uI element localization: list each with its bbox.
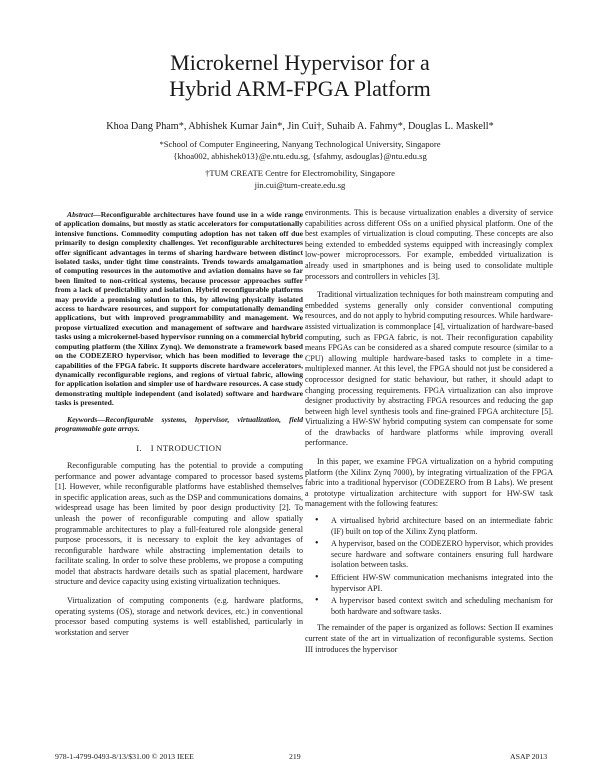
feature-list — [305, 516, 553, 617]
right-paragraph-1: environments. This is because virtualization enables a diversity of service capabilities across different OSs on a unified physical platform. One of the best examples of virtualization is cloud computing. These concepts are also being extended to embedded systems equipped with increasingly complex low-power microprocessors. For example, embedded virtualization is already used in smartphones and is being used to consolidate multiple processors and controllers in vehicles [3]. — [305, 208, 553, 281]
affiliation-ntu-line1: *School of Computer Engineering, Nanyang Technological University, Singapore — [159, 139, 441, 149]
footer-page-number: 219 — [289, 752, 301, 761]
abstract — [55, 210, 303, 408]
keywords — [55, 415, 303, 434]
keywords-text: —Reconfigurable systems, hypervisor, virtualization, field programmable gate arrays. — [55, 414, 303, 433]
paper-title-line1: Microkernel Hypervisor for a — [170, 50, 430, 75]
intro-paragraph-2: Virtualization of computing components (e.g. hardware platforms, operating systems (OS), storage and network devices, etc.) in conventional processor based computing systems is well established, particularly in workstation and server — [55, 596, 303, 637]
affiliation-ntu — [0, 139, 600, 162]
intro-paragraph-1: Reconfigurable computing has the potential to provide a computing performance and power advantage compared to processor based systems [1]. However, while reconfigurable platforms have established themselves in specific application areas, such as the DSP and communications domains, widespread usage has been limited by poor design productivity [2]. To unleash the power of reconfigurable computing and allow spatially programmable architectures to play a full-featured role alongside general purpose processors, it is necessary to exploit the key advantages of reconfigurable hardware while abstracting implementation details to facilitate scaling. In order to solve these problems, we propose a computing model that abstracts hardware details such as spatial placement, hardware structure and device capacity using existing virtualization techniques. — [55, 460, 303, 587]
left-column — [55, 210, 303, 638]
feature-item: • A hypervisor based context switch and scheduling mechanism for both hardware and software tasks. — [331, 596, 553, 617]
feature-item: • Efficient HW-SW communication mechanisms integrated into the hypervisor API. — [331, 573, 553, 594]
affiliation-tum — [0, 168, 600, 191]
author-list: Khoa Dang Pham*, Abhishek Kumar Jain*, Jin Cui†, Suhaib A. Fahmy*, Douglas L. Maskell* — [106, 121, 494, 132]
paper-title-line2: Hybrid ARM-FPGA Platform — [169, 76, 431, 101]
paper-title — [0, 50, 600, 102]
keywords-label: Keywords — [67, 414, 98, 424]
footer-venue: ASAP 2013 — [510, 752, 548, 761]
section-heading-introduction: I. I NTRODUCTION — [136, 443, 222, 454]
right-paragraph-4: The remainder of the paper is organized as follows: Section II examines current state of the art in virtualization of reconfigurable systems. Section III introduces the hypervisor — [305, 623, 553, 654]
affiliation-tum-line2: jin.cui@tum-create.edu.sg — [254, 179, 346, 190]
right-column — [305, 208, 553, 655]
right-paragraph-3: In this paper, we examine FPGA virtualization on a hybrid computing platform (the Xilinx Zynq 7000), by integrating virtualization of the FPGA fabric into a traditional hypervisor (CODEZERO from B Labs). We present a prototype virtualization architecture with support for HW-SW task management with the following features: — [305, 457, 553, 509]
abstract-label: Abstract — [67, 210, 94, 219]
affiliation-ntu-line2: {khoa002, abhishek013}@e.ntu.edu.sg, {sfahmy, asdouglas}@ntu.edu.sg — [173, 150, 427, 161]
feature-item: • A hypervisor, based on the CODEZERO hypervisor, which provides secure hardware and software containers ensuring full hardware isolation between tasks. — [331, 539, 553, 571]
footer-isbn: 978-1-4799-0493-8/13/$31.00 © 2013 IEEE — [55, 752, 194, 761]
affiliation-tum-line1: †TUM CREATE Centre for Electromobility, Singapore — [205, 168, 395, 178]
right-paragraph-2: Traditional virtualization techniques for both mainstream computing and embedded systems generally only consider conventional computing resources, and do not apply to hybrid computing resources. While hardware-assisted virtualization is commonplace [4], virtualization of hardware-based computing, such as FPGA fabric, is not. Their reconfiguration capability means FPGAs can be considered as a shared compute resource (similar to a CPU) allowing multiple hardware-based tasks to complete in a time-multiplexed manner. At this level, the FPGA should not just be considered a coprocessor designed for static behaviour, but rather, it should adapt to changing processing requirements. FPGA virtualization can also improve designer productivity by abstracting FPGA resources and reducing the gap between high level synthesis tools and fine-grained FPGA architecture [5]. Virtualizing a HW-SW hybrid computing system can compensate for some of the drawbacks of hardware platforms while improving overall performance. — [305, 290, 553, 448]
abstract-text: —Reconfigurable architectures have found use in a wide range of application domains, but mostly as static accelerators for computationally intensive functions. Commodity computing adoption has not taken off due primarily to design complexity challenges. Yet reconfigurable architectures offer significant advantages in terms of sharing hardware between distinct isolated tasks, under tight time constraints. Trends towards amalgamation of computing resources in the automotive and aviation domains have so far been limited to non-critical systems, because processor approaches suffer from a lack of predictability and isolation. Hybrid reconfigurable platforms may provide a promising solution to this, by allowing physically isolated access to hardware resources, and support for computationally demanding applications, but with improved programmability and management. We propose virtualized execution and management of software and hardware tasks using a microkernel-based hypervisor running on a commercial hybrid computing platform (the Xilinx Zynq). We demonstrate a framework based on the CODEZERO hypervisor, which has been modified to leverage the capabilities of the FPGA fabric. It supports discrete hardware accelerators, dynamically reconfigurable regions, and regions of virtual fabric, allowing for application isolation and simpler use of hardware resources. A case study demonstrating multiple independent (and isolated) software and hardware tasks is presented. — [55, 210, 303, 408]
feature-item: • A virtualised hybrid architecture based on an intermediate fabric (IF) built on top of the Xilinx Zynq platform. — [331, 516, 553, 537]
